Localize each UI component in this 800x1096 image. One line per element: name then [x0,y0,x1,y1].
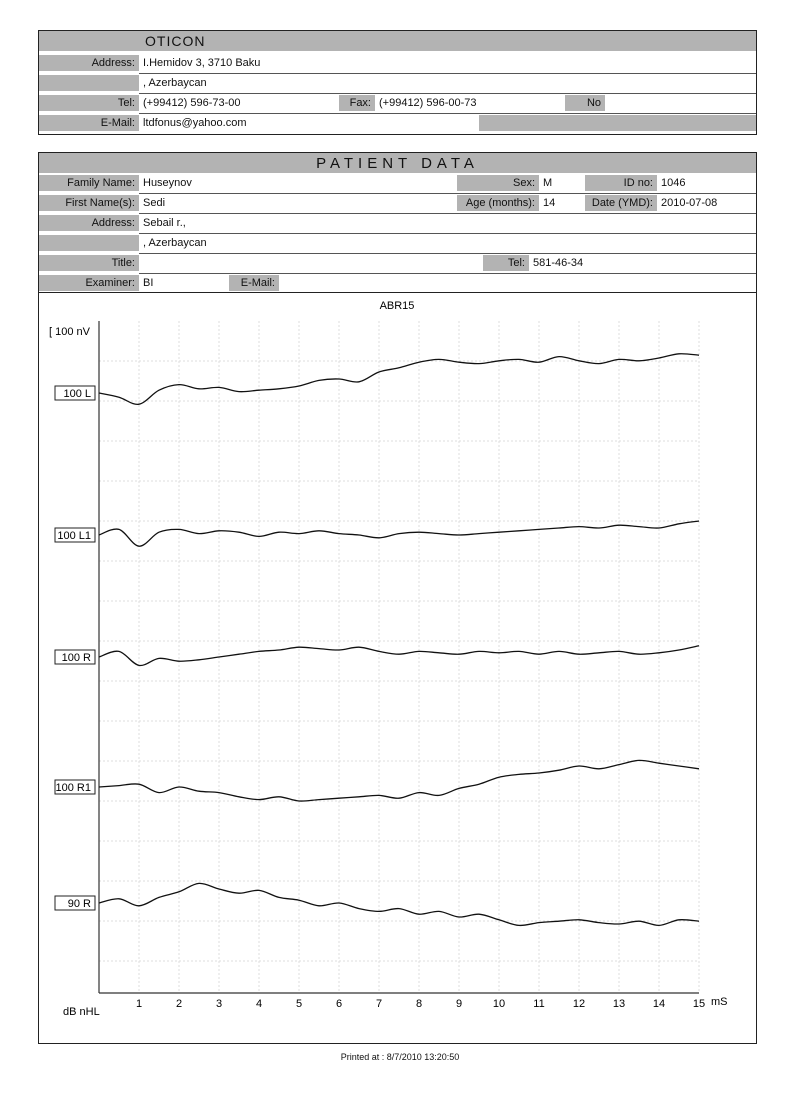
trace-100-r [99,646,699,666]
company-no-label: No [565,95,605,111]
date-label: Date (YMD): [585,195,657,211]
patient-address-line2: , Azerbaycan [143,237,207,249]
patient-tel-value: 581-46-34 [533,257,584,269]
id-label: ID no: [585,175,657,191]
trace-100-r1 [99,760,699,801]
scale-label: [ 100 nV [49,326,90,338]
trace-label-90-r [55,896,95,910]
age-label: Age (months): [457,195,539,211]
company-fax-value: (+99412) 596-00-73 [379,97,477,109]
patient-box [38,152,757,294]
trace-label-100-l [55,386,95,400]
x-tick-label: 10 [492,998,506,1010]
trace-label-100-r [55,650,95,664]
sex-value: M [543,177,553,189]
x-tick-label: 6 [335,998,343,1010]
patient-email-label: E-Mail: [229,275,279,291]
title-label: Title: [39,255,139,271]
company-email-filler [479,115,756,131]
date-value: 2010-07-08 [661,197,718,209]
company-box [38,30,757,135]
patient-address-label-spacer [39,235,139,251]
trace-label-text: 90 R [67,898,91,910]
family-name-value: Huseynov [143,177,192,189]
company-email-value: ltdfonus@yahoo.com [143,117,247,129]
x-tick-label: 2 [175,998,183,1010]
x-tick-label: 11 [533,998,545,1010]
trace-label-text: 100 R1 [55,782,91,794]
trace-100-l1 [99,521,699,546]
chart-ticks [136,998,705,1010]
x-tick-label: 14 [652,998,666,1010]
first-name-value: Sedi [143,197,166,209]
patient-address-label: Address: [39,215,139,231]
x-tick-label: 1 [135,998,143,1010]
x-tick-label: 7 [375,998,383,1010]
company-address-label-spacer [39,75,139,91]
company-name: OTICON [145,33,206,49]
x-tick-label: 8 [415,998,423,1010]
sex-label: Sex: [457,175,539,191]
trace-label-text: 100 L [63,388,91,400]
company-address-line2: , Azerbaycan [143,77,207,89]
first-name-label: First Name(s): [39,195,139,211]
id-value: 1046 [661,177,686,189]
patient-address-line1: Sebail r., [143,217,186,229]
patient-email-value [279,275,479,291]
chart-labels [55,386,95,910]
x-tick-label: 9 [455,998,463,1010]
trace-label-100-r1 [55,780,95,794]
x-unit-label: mS [711,996,728,1008]
x-tick-label: 15 [692,998,706,1010]
examiner-label: Examiner: [39,275,139,291]
patient-tel-label: Tel: [483,255,529,271]
examiner-value: BI [143,277,154,289]
x-axis-title: dB nHL [63,1006,100,1018]
company-address-line1: I.Hemidov 3, 3710 Baku [143,57,261,69]
family-name-label: Family Name: [39,175,139,191]
x-tick-label: 5 [295,998,303,1010]
chart-grid [99,321,699,993]
x-tick-label: 3 [215,998,223,1010]
chart-title: ABR15 [379,300,415,312]
company-tel-value: (+99412) 596-73-00 [143,97,241,109]
company-fax-label: Fax: [339,95,375,111]
chart-traces [99,354,699,926]
company-tel-label: Tel: [39,95,139,111]
company-address-label: Address: [39,55,139,71]
abr-chart [39,293,756,1043]
title-value [139,255,483,271]
x-tick-label: 13 [612,998,626,1010]
trace-label-text: 100 R [61,652,91,664]
x-tick-label: 12 [572,998,586,1010]
printed-timestamp: Printed at : 8/7/2010 13:20:50 [340,1052,460,1062]
patient-section-title: PATIENT DATA [316,155,479,172]
trace-90-r [99,883,699,925]
trace-label-100-l1 [55,528,95,542]
chart-axes [99,321,699,993]
trace-label-text: 100 L1 [57,530,91,542]
x-tick-label: 4 [255,998,263,1010]
company-email-label: E-Mail: [39,115,139,131]
age-value: 14 [543,197,556,209]
abr-chart-box [38,292,757,1044]
